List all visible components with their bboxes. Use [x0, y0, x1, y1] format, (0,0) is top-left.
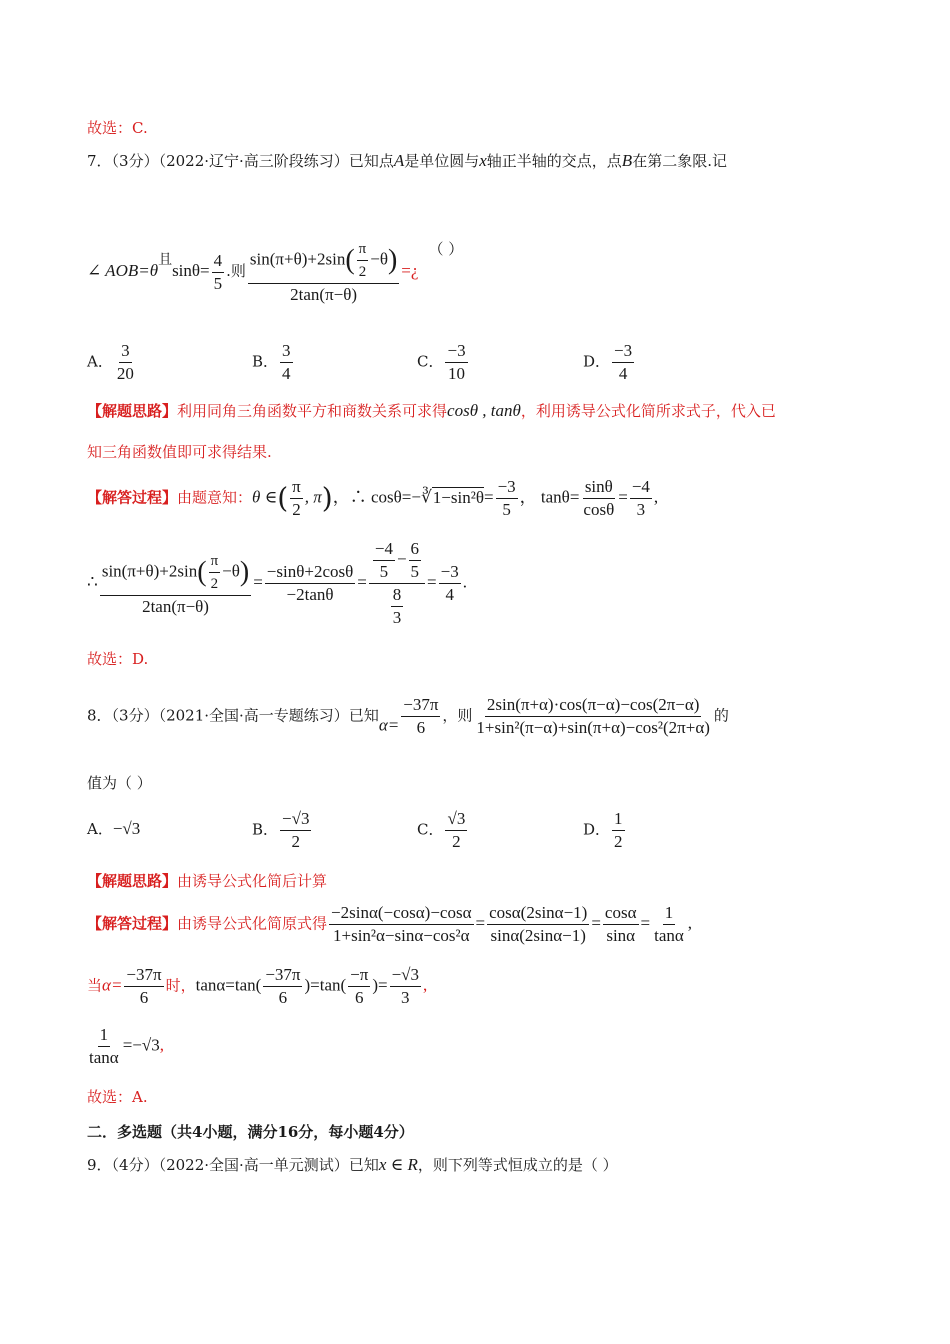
option-label: B． — [252, 352, 279, 371]
q9-text: ，则下列等式恒成立的是（ ） — [417, 1156, 618, 1174]
q7-cos-lhs: ，∴ cosθ=− — [332, 487, 421, 507]
alpha-den: 6 — [416, 718, 426, 737]
q7-qie: 且 — [158, 252, 173, 268]
q8-meta: （3分）（2021·全国·高一专题练习） — [111, 706, 349, 725]
q7-pi2-den: 2 — [358, 264, 367, 280]
q9-text: 已知 — [348, 1156, 379, 1174]
q7-ze: .则 — [226, 262, 246, 280]
eq: = — [427, 572, 437, 592]
q9-stem — [87, 1154, 618, 1175]
option-label: C． — [417, 820, 444, 839]
option-num: 1 — [612, 808, 625, 831]
step2-num: −sinθ+2cosθ — [265, 561, 355, 584]
q7-minus-theta: −θ — [370, 249, 388, 269]
option-num: √3 — [445, 808, 467, 831]
q7-meta: （3分）（2022·辽宁·高三阶段练习） — [111, 152, 349, 170]
option-text: −√3 — [112, 819, 141, 838]
tan-line: tanα=tan( — [195, 975, 262, 995]
idea-text: 利用同角三角函数平方和商数关系可求得 — [177, 402, 448, 420]
t1-den: 6 — [278, 988, 288, 1007]
t-close: )= — [372, 975, 388, 995]
eq: = — [618, 487, 628, 507]
eq: = — [253, 572, 263, 592]
q7-option-c[interactable] — [417, 340, 470, 385]
q7-stem — [87, 150, 727, 171]
q8-idea — [87, 870, 327, 891]
t3-num: −√3 — [390, 964, 421, 987]
q8-inverse: $\frac{1}{\tan\alpha}$ =−√3, — [89, 1025, 164, 1067]
q7-sin-num: 4 — [212, 250, 225, 273]
q8-text: ，则 — [442, 706, 473, 725]
q8-option-a[interactable] — [87, 818, 140, 839]
cos-num: −3 — [496, 476, 518, 499]
s2-num: cosα(2sinα−1) — [487, 902, 589, 925]
s3-num: cosα — [603, 902, 639, 925]
step1-pi: π — [209, 550, 221, 573]
q7-pi2-frac — [357, 238, 369, 283]
option-den: 2 — [291, 832, 300, 851]
eq: = — [357, 572, 367, 592]
q7-expr-num: sin(π+θ)+2sin — [249, 249, 346, 269]
when-num: −37π — [124, 964, 163, 987]
q7-text: 是单位圆与 — [404, 152, 480, 170]
option-den: 10 — [448, 364, 466, 383]
step3-a-den: 5 — [379, 562, 389, 581]
option-label: A． — [87, 352, 113, 371]
q7-sin-den: 5 — [213, 273, 223, 293]
q7-root-inner: 1−sin²θ — [432, 487, 484, 507]
q8-process: 【解答过程】由诱导公式化简原式得 $\frac{-2\sin\alpha(-\cos\alpha)-\cos\alpha}{\text{1+sin²α−sinα−cos²α}}$ = $\frac{\cos\alpha(2\sin\alpha-1)}{\sin\alpha(2\sin\alpha-1)}$ = $\frac{\cos\alpha}{\sin\alpha}$ = $\frac{1}{\tan\alpha}$ , — [87, 903, 693, 945]
q7-number: 7． — [87, 152, 112, 170]
t2-num: −π — [348, 964, 370, 987]
t2-den: 6 — [355, 988, 364, 1007]
step1-num: sin(π+θ)+2sin — [101, 560, 198, 580]
proc-tag: 【解答过程】 — [87, 488, 178, 507]
q8-option-d[interactable] — [583, 808, 627, 853]
q7-step1: sin(π+θ)+2sin( $\frac{\pi}{2}$ −θ) 2tan(π−θ) — [100, 550, 251, 618]
q8-text: 已知 — [348, 706, 379, 725]
q7-process: 【解答过程】由题意知：θ ∈( $\frac{\pi}{2}$ , π)，∴ cosθ=−∛1−sin²θ= $\frac{-3}{5}$ ， tanθ= $\frac{\sin\theta}{\cos\theta}$ = $\frac{-4}{3}$ , — [87, 477, 659, 519]
result-num: −3 — [439, 561, 461, 584]
q7-option-a[interactable] — [87, 340, 138, 385]
q8-answer: 故选：A. — [87, 1088, 148, 1106]
q7-idea — [87, 400, 776, 421]
q7-step2 — [265, 561, 355, 606]
idea-text: ，利用诱导公式化简所求式子，代入已 — [520, 402, 776, 420]
option-label: D． — [583, 820, 611, 839]
step3-b-num: 6 — [409, 538, 422, 561]
step3-a-num: −4 — [373, 538, 395, 561]
s1-num: −2sinα(−cosα)−cosα — [329, 902, 473, 925]
t-mid: )=tan( — [304, 975, 347, 995]
s4-num: 1 — [663, 902, 676, 925]
q8-stem — [87, 694, 729, 739]
when-den: 6 — [139, 988, 149, 1007]
q7-expr-frac: sin(π+θ)+2sin( $\frac{\pi}{2}$ −θ) 2tan(π−θ) — [248, 238, 399, 306]
q7-point-a: A — [393, 151, 405, 170]
option-den: 4 — [618, 364, 628, 383]
q7-sin-frac — [212, 250, 225, 295]
q7-formula — [87, 238, 463, 306]
option-den: 2 — [452, 832, 461, 851]
option-den: 20 — [116, 364, 134, 383]
q8-de: 的 — [713, 706, 729, 725]
t3-den: 3 — [401, 988, 410, 1007]
q7-point-b: B — [621, 151, 633, 170]
idea-text: 由诱导公式化简后计算 — [177, 872, 328, 890]
step1-two: 2 — [210, 575, 219, 592]
step1-den: 2tan(π−θ) — [142, 596, 209, 616]
q7-step3: $\frac{-4}{5}$ − $\frac{6}{5}$ $\frac{8}{3}$ — [369, 538, 425, 629]
cos-den: 5 — [502, 500, 511, 519]
q9-number: 9． — [87, 1156, 112, 1174]
q7-text: 轴正半轴的交点，点 — [486, 152, 622, 170]
q7-expr-den: 2tan(π−θ) — [290, 285, 358, 304]
idea-math: cosθ , tanθ — [447, 401, 521, 420]
q9-cond: x ∈ R — [378, 1155, 418, 1174]
tan-fnum: sinθ — [583, 476, 615, 499]
q7-answer: 故选：D. — [87, 650, 149, 668]
shi: 时， — [165, 976, 196, 995]
section-2-title: 二．多选题（共4小题，满分16分，每小题4分） — [87, 1123, 414, 1141]
tan-fden: cosθ — [583, 500, 615, 519]
step1-minus-theta: −θ — [222, 560, 240, 580]
option-label: D． — [583, 352, 611, 371]
q7-idea-cont: 知三角函数值即可求得结果. — [87, 443, 272, 461]
tan-num: −4 — [630, 476, 652, 499]
result-den: 4 — [445, 585, 454, 604]
proc-text: 由诱导公式化简原式得 — [177, 914, 328, 933]
option-num: 3 — [119, 340, 132, 363]
s4-den: tanα — [654, 926, 684, 945]
when-alpha: α= — [102, 975, 123, 995]
proc-tag: 【解答过程】 — [87, 914, 178, 933]
step2-den: −2tanθ — [286, 585, 334, 604]
option-num: −3 — [612, 340, 634, 363]
q8-alpha-eq: α= — [378, 715, 400, 735]
option-num: −3 — [445, 340, 467, 363]
step3-den-num: 8 — [391, 584, 404, 607]
s3-den: sinα — [606, 926, 636, 945]
q7-text: 已知点 — [348, 152, 394, 170]
q9-meta: （4分）（2022·全国·高一单元测试） — [111, 1156, 349, 1174]
step3-b-den: 5 — [410, 562, 420, 581]
inv-rhs: =−√3 — [122, 1035, 160, 1055]
q7-option-b[interactable] — [252, 340, 295, 385]
q7-eq-end: =¿ — [401, 261, 419, 280]
q7-process-line2: ∴ sin(π+θ)+2sin( $\frac{\pi}{2}$ −θ) 2tan(π−θ) = $\frac{-\sin\theta+2\cos\theta}{-2\tan\theta}$ = $\frac{-4}{5}$ − $\frac{6}{5}$ $\frac{8}{3}$ = $\frac{-3}{4}$ . — [87, 539, 467, 627]
inv-num: 1 — [98, 1024, 111, 1047]
q8-when: 当α= $\frac{-37\pi}{6}$ 时，tanα=tan( $\frac{-37\pi}{6}$ )=tan( $\frac{-\pi}{6}$ )= $\frac{-√3}{3}$ , — [87, 965, 428, 1007]
inv-den: tanα — [89, 1048, 119, 1067]
q8-expr-num: 2sin(π+α)·cos(π−α)−cos(2π−α) — [485, 694, 702, 717]
step3-den-den: 3 — [392, 608, 402, 627]
interval-end: , π — [304, 487, 322, 507]
q8-number: 8． — [87, 706, 112, 725]
option-label: B． — [252, 820, 279, 839]
s1-den: 1+sin²α−sinα−cos²α — [333, 926, 470, 945]
tan-den: 3 — [636, 500, 646, 519]
therefore: ∴ — [87, 572, 98, 592]
interval-pi: π — [290, 476, 303, 499]
option-den: 2 — [614, 832, 623, 851]
q7-paren: （ ） — [428, 240, 464, 258]
option-label: A． — [87, 820, 113, 838]
q8-expr-den: 1+sin²(π−α)+sin(π+α)−cos²(2π+α) — [476, 718, 710, 737]
proc-text: 由题意知： — [177, 488, 253, 507]
q8-option-b[interactable] — [252, 808, 313, 853]
when: 当 — [87, 976, 103, 995]
q6-answer: 故选：C. — [87, 119, 148, 137]
q8-option-c[interactable] — [417, 808, 469, 853]
s2-den: sinα(2sinα−1) — [490, 926, 586, 945]
interval-two: 2 — [292, 500, 301, 519]
t1-num: −37π — [263, 964, 302, 987]
q7-option-d[interactable] — [583, 340, 636, 385]
idea-tag: 【解题思路】 — [87, 402, 178, 420]
option-label: C． — [417, 352, 444, 371]
q7-x: x — [479, 151, 487, 170]
option-num: −√3 — [280, 808, 311, 831]
q7-angle: ∠ AOB=θ — [87, 261, 159, 280]
q7-text: 在第二象限.记 — [632, 152, 727, 170]
option-den: 4 — [282, 364, 291, 383]
option-num: 3 — [280, 340, 293, 363]
alpha-num: −37π — [401, 694, 440, 717]
idea-tag: 【解题思路】 — [87, 872, 178, 890]
q7-theta-in: θ ∈ — [252, 487, 278, 507]
q7-tan-lhs: ， tanθ= — [519, 487, 580, 507]
q8-value: 值为（ ） — [87, 774, 152, 792]
q7-pi2-num: π — [357, 238, 369, 261]
q7-sin-lhs: sinθ= — [172, 261, 210, 280]
eq: = — [483, 487, 494, 507]
